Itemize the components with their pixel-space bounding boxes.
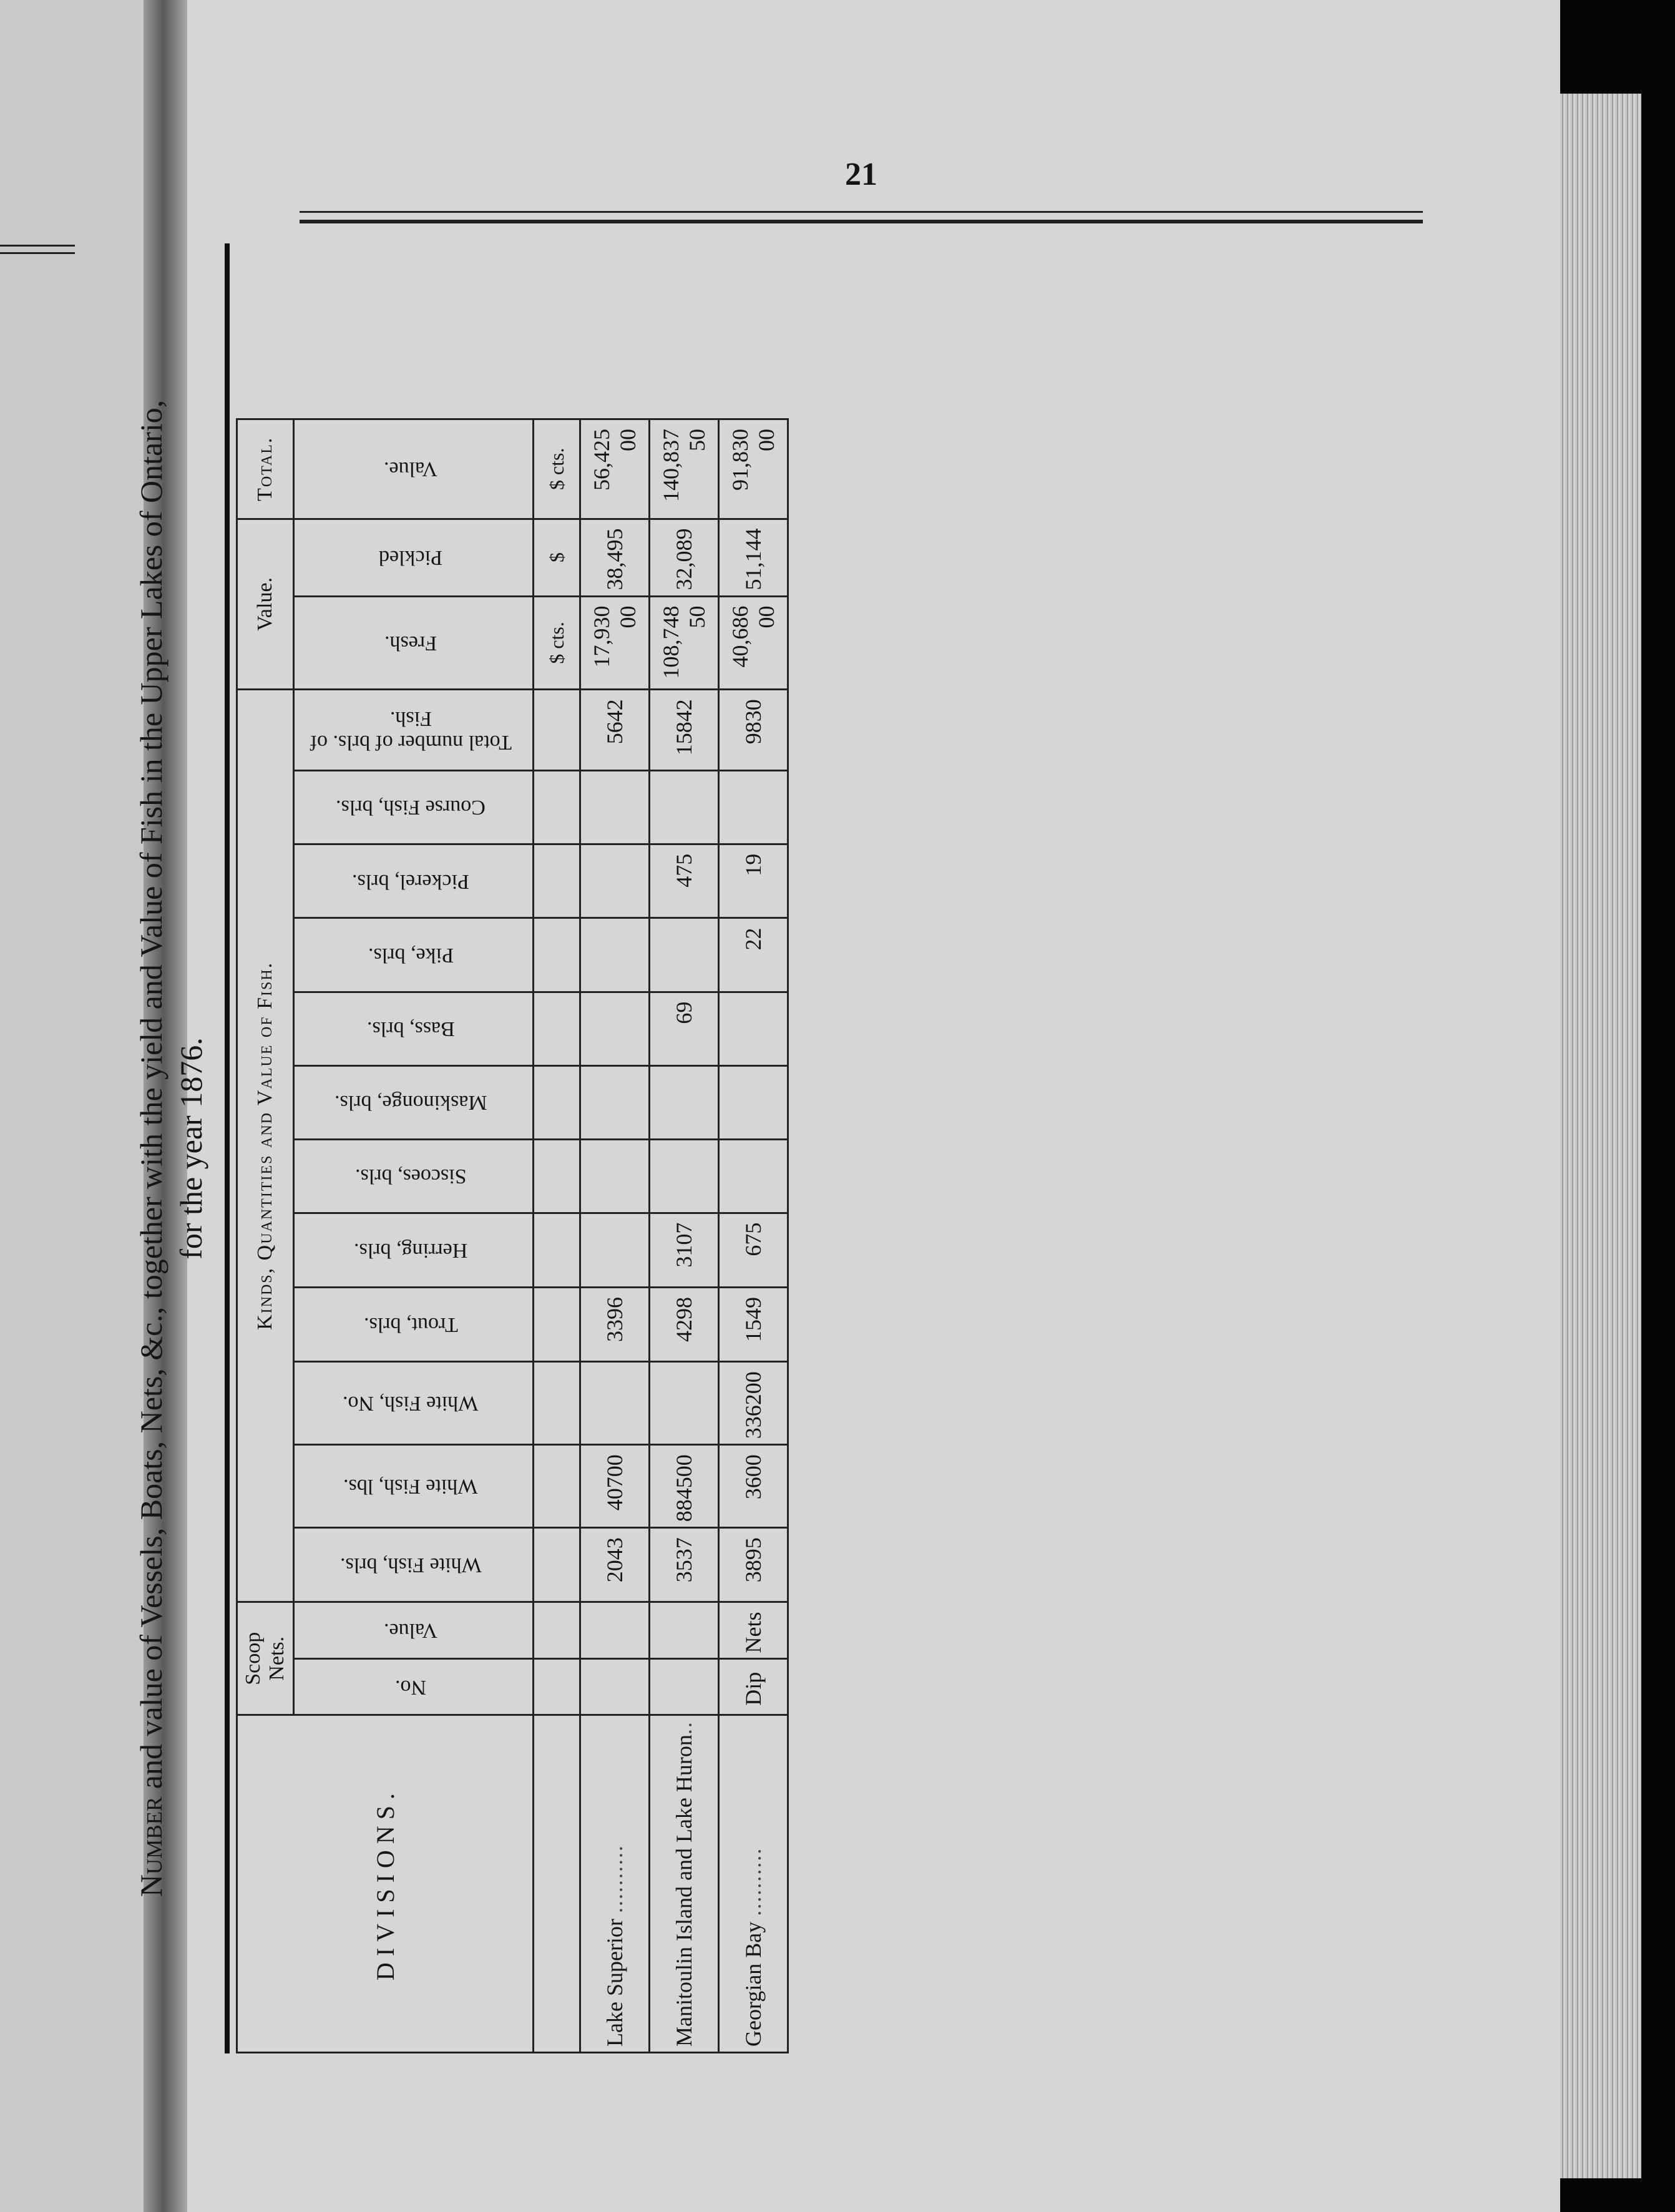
total-header: Total. — [237, 419, 294, 519]
table-row — [580, 419, 650, 2053]
cell — [580, 918, 650, 992]
cell: 3107 — [650, 1213, 719, 1287]
cell — [580, 1362, 650, 1445]
table-caption — [131, 243, 211, 2053]
col-maskinonge: Maskinonge, brls. — [294, 1065, 534, 1139]
col-fresh: Fresh. — [294, 596, 534, 690]
cell — [719, 770, 788, 844]
col-herring: Herring, brls. — [294, 1213, 534, 1287]
cell — [580, 770, 650, 844]
rotated-table-block — [125, 243, 999, 2053]
facing-page-rule — [0, 245, 75, 247]
fresh-cell: 108,748 50 — [650, 596, 719, 690]
pickled-cell: 51,144 — [719, 519, 788, 596]
cell: 40700 — [580, 1445, 650, 1528]
cell: 1549 — [719, 1287, 788, 1361]
cell — [719, 1065, 788, 1139]
cell: 3537 — [650, 1528, 719, 1602]
cell: 2043 — [580, 1528, 650, 1602]
col-pike: Pike, brls. — [294, 918, 534, 992]
cell: 884500 — [650, 1445, 719, 1528]
cell — [650, 918, 719, 992]
cell — [580, 844, 650, 918]
cell — [580, 1213, 650, 1287]
header-rule — [300, 211, 1423, 213]
cell — [650, 1065, 719, 1139]
cell: 3895 — [719, 1528, 788, 1602]
cell: 69 — [650, 992, 719, 1065]
unit-total: $ cts. — [534, 419, 580, 519]
cell — [650, 770, 719, 844]
pickled-cell: 32,089 — [650, 519, 719, 596]
caption-rule — [225, 243, 230, 2053]
caption-text: and value of Vessels, Boats, Nets, &c., together with the yield and Value of Fish in the Upper Lakes of Ontario, — [134, 399, 168, 1789]
total-value-cell: 140,837 50 — [650, 419, 719, 519]
col-white-fish-lbs: White Fish, lbs. — [294, 1445, 534, 1528]
cell — [580, 1139, 650, 1213]
unit-pickled: $ — [534, 519, 580, 596]
cell — [580, 992, 650, 1065]
cell: 336200 — [719, 1362, 788, 1445]
units-row-spacer — [534, 1715, 580, 2053]
unit-fresh: $ cts. — [534, 596, 580, 690]
cell: 475 — [650, 844, 719, 918]
total-value-cell: 56,425 00 — [580, 419, 650, 519]
scoop-no-cell — [580, 1659, 650, 1715]
cell: 9830 — [719, 690, 788, 771]
table-row — [650, 419, 719, 2053]
scoop-value-header: Value. — [294, 1602, 534, 1659]
fresh-cell: 40,686 00 — [719, 596, 788, 690]
page-edges — [1560, 94, 1641, 2178]
division-name: Lake Superior .......... — [580, 1715, 650, 2053]
col-siscoes: Siscoes, brls. — [294, 1139, 534, 1213]
cell — [650, 1139, 719, 1213]
col-total-brls: Total number of brls. of Fish. — [294, 690, 534, 771]
table-row — [719, 419, 788, 2053]
fish-yield-table — [236, 418, 789, 2053]
total-value-cell: 91,830 00 — [719, 419, 788, 519]
kinds-header: Kinds, Quantities and Value of Fish. — [237, 690, 294, 1602]
cell — [719, 992, 788, 1065]
scoop-nets-header: Scoop Nets. — [237, 1602, 294, 1715]
cell: 19 — [719, 844, 788, 918]
caption-line2: for the year 1876. — [173, 1037, 208, 1260]
cell: 675 — [719, 1213, 788, 1287]
col-total-value: Value. — [294, 419, 534, 519]
cell: 3600 — [719, 1445, 788, 1528]
col-white-fish-brls: White Fish, brls. — [294, 1528, 534, 1602]
header-rule — [300, 220, 1423, 223]
pickled-cell: 38,495 — [580, 519, 650, 596]
divisions-header: DIVISIONS. — [237, 1715, 534, 2053]
cell — [650, 1362, 719, 1445]
col-pickerel: Pickerel, brls. — [294, 844, 534, 918]
col-trout: Trout, brls. — [294, 1287, 534, 1361]
cell: 4298 — [650, 1287, 719, 1361]
scoop-value-cell — [580, 1602, 650, 1659]
division-name: Manitoulin Island and Lake Huron.. — [650, 1715, 719, 2053]
cell — [719, 1139, 788, 1213]
col-pickled: Pickled — [294, 519, 534, 596]
col-bass: Bass, brls. — [294, 992, 534, 1065]
fresh-cell: 17,930 00 — [580, 596, 650, 690]
page-number: 21 — [845, 157, 877, 192]
scoop-no-header: No. — [294, 1659, 534, 1715]
division-name: Georgian Bay .......... — [719, 1715, 788, 2053]
cell: 15842 — [650, 690, 719, 771]
cell: 22 — [719, 918, 788, 992]
col-course-fish: Course Fish, brls. — [294, 770, 534, 844]
scoop-no-cell: Dip — [719, 1659, 788, 1715]
caption-first-word: Number — [134, 1796, 168, 1897]
cell — [580, 1065, 650, 1139]
col-white-fish-no: White Fish, No. — [294, 1362, 534, 1445]
cell: 3396 — [580, 1287, 650, 1361]
cell: 5642 — [580, 690, 650, 771]
scoop-no-cell — [650, 1659, 719, 1715]
scoop-value-cell — [650, 1602, 719, 1659]
scoop-value-cell: Nets — [719, 1602, 788, 1659]
facing-page-rule — [0, 252, 75, 254]
value-group-header: Value. — [237, 519, 294, 690]
